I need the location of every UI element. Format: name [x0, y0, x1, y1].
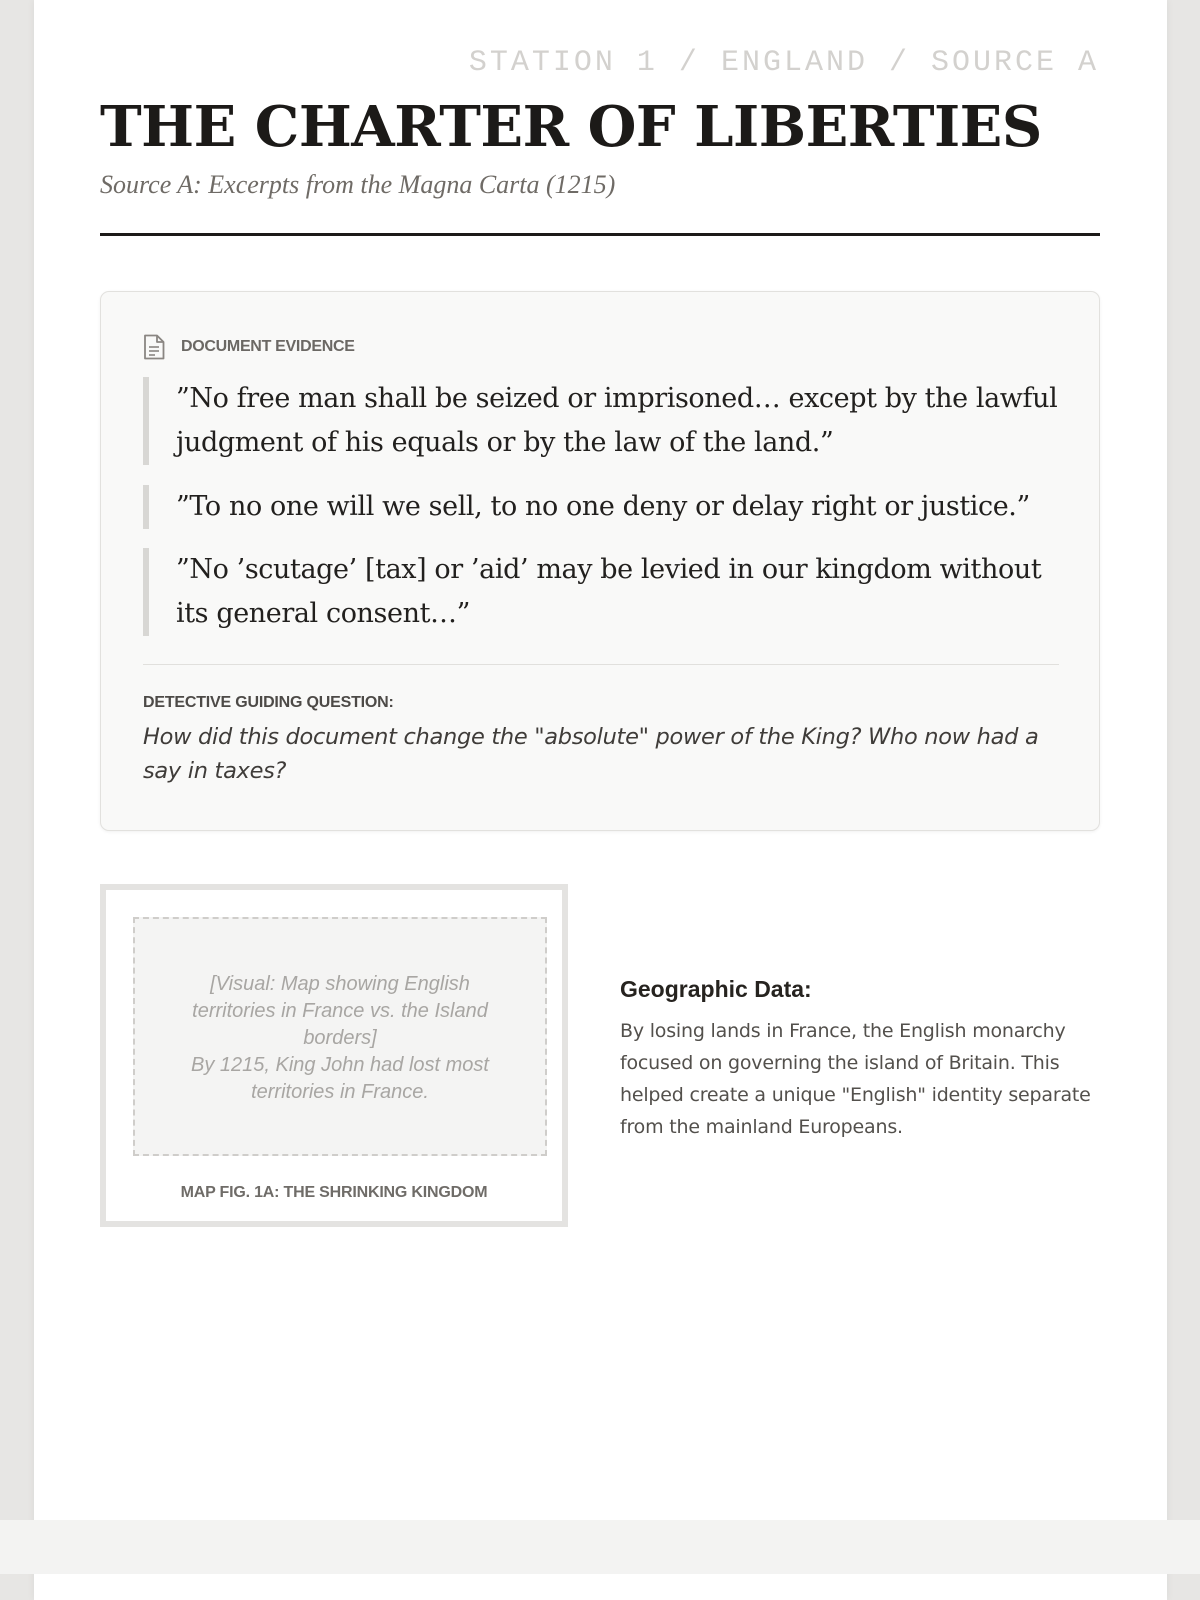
map-placeholder	[133, 917, 547, 1156]
page-title: THE CHARTER OF LIBERTIES	[100, 94, 1042, 160]
geographic-data-title: Geographic Data:	[620, 976, 812, 1002]
map-visual-line-1: [Visual: Map showing English territories in France vs. the Island borders]	[192, 973, 488, 1049]
footer-band	[0, 1520, 1200, 1574]
map-visual-description	[135, 971, 545, 1106]
guiding-question-text: How did this document change the "absolute" power of the King? Who now had a say in taxes?	[143, 724, 1039, 784]
worksheet-page	[34, 0, 1167, 1600]
title-divider	[100, 233, 1100, 236]
map-figure	[100, 884, 568, 1227]
document-evidence-card	[100, 291, 1100, 831]
document-icon	[143, 334, 165, 360]
quote-1: ”No free man shall be seized or imprisoned… except by the lawful judgment of his equals or by the law of the land.”	[143, 377, 1076, 465]
map-visual-line-2: By 1215, King John had lost most territories in France.	[191, 1054, 489, 1103]
card-divider	[143, 664, 1059, 665]
evidence-header	[143, 334, 355, 360]
geographic-data-text: By losing lands in France, the English monarchy focused on governing the island of Britain. This helped create a unique "English" identity separate from the mainland Europeans.	[620, 1020, 1091, 1138]
page-subtitle: Source A: Excerpts from the Magna Carta (1215)	[100, 170, 616, 199]
quote-2: ”To no one will we sell, to no one deny or delay right or justice.”	[143, 485, 1076, 529]
geographic-data	[620, 976, 1100, 1143]
guiding-question-label: DETECTIVE GUIDING QUESTION:	[143, 694, 394, 711]
station-breadcrumb: STATION 1 / ENGLAND / SOURCE A	[468, 46, 1099, 80]
evidence-label: DOCUMENT EVIDENCE	[181, 338, 355, 355]
quote-3: ”No ’scutage’ [tax] or ’aid’ may be levied in our kingdom without its general consent…”	[143, 548, 1076, 636]
map-caption: MAP FIG. 1A: THE SHRINKING KINGDOM	[180, 1184, 488, 1201]
